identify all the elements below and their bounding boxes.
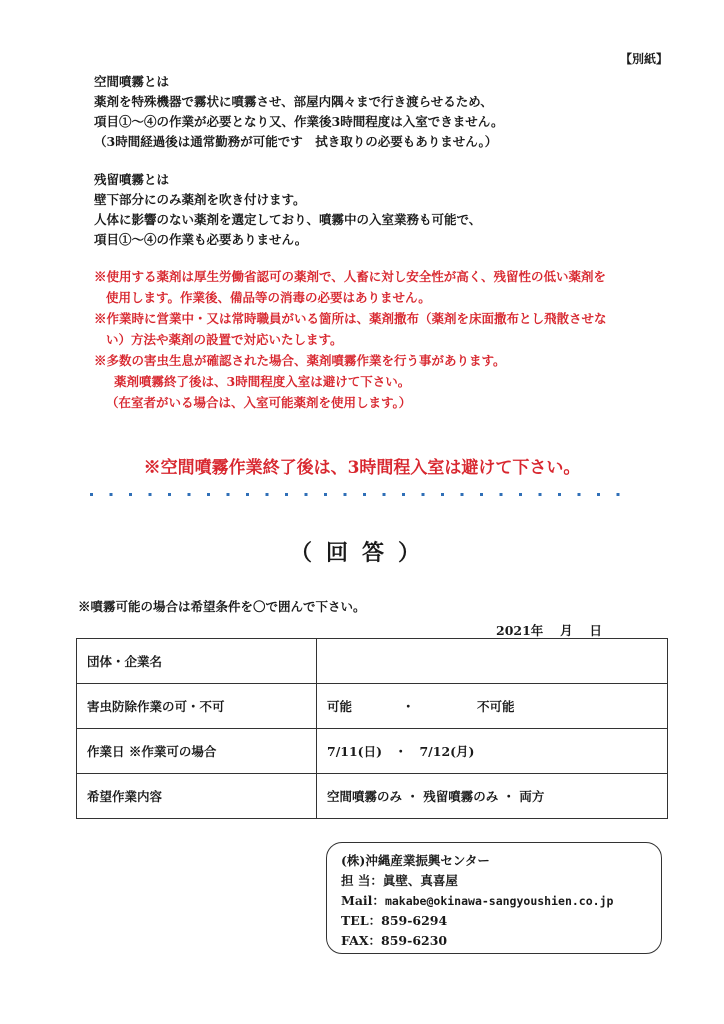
divider-dot [90,493,93,496]
red-notes [94,266,607,413]
form-label: 害虫防除作業の可・不可 [77,684,317,729]
divider-dot [500,493,503,496]
red-note-line: ※多数の害虫生息が確認された場合、薬剤噴霧作業を行う事があります。 [94,353,506,368]
contact-mail-label: Mail： [341,893,385,908]
divider-dot [519,493,522,496]
contact-mail-row [341,891,647,911]
form-row [77,774,668,819]
divider-dot [363,493,366,496]
warning-banner: ※空間噴霧作業終了後は、3時間程入室は避けて下さい。 [143,458,581,478]
contact-mail-link[interactable]: makabe@okinawa-sangyoushien.co.jp [384,894,614,908]
residual-spray-line: 人体に影響のない薬剤を選定しており、噴霧中の入室業務も可能で、 [94,212,482,227]
divider-dot [188,493,191,496]
form-row [77,684,668,729]
contact-org: (株)沖縄産業振興センター [341,853,490,868]
contact-tel: TEL：859-6294 [341,913,448,928]
space-spray-section [94,72,503,152]
form-row [77,639,668,684]
divider-dot [129,493,132,496]
response-form [76,638,668,819]
space-spray-line: 薬剤を特殊機器で霧状に噴霧させ、部屋内隅々まで行き渡らせるため、 [94,94,493,109]
red-note-line: ※作業時に営業中・又は常時職員がいる箇所は、薬剤撒布（薬剤を床面撒布とし飛散させな [94,311,607,326]
dotted-divider [88,486,640,500]
residual-spray-section [94,170,481,250]
divider-dot [480,493,483,496]
attachment-label: 【別紙】 [619,52,668,66]
divider-dot [305,493,308,496]
residual-spray-title: 残留噴霧とは [94,172,170,187]
divider-dot [110,493,113,496]
contact-person: 担 当：眞壁、真喜屋 [341,873,458,888]
work-date-options[interactable]: 7/11(日) ・ 7/12(月) [317,729,668,774]
red-note-line: 薬剤噴霧終了後は、3時間程度入室は避けて下さい。 [114,374,411,389]
space-spray-line: （3時間経過後は通常勤務が可能です 拭き取りの必要もありません。） [94,134,498,149]
divider-dot [149,493,152,496]
contact-box [326,842,662,954]
form-label: 希望作業内容 [77,774,317,819]
red-note-line: ※使用する薬剤は厚生労働省認可の薬剤で、人畜に対し安全性が高く、残留性の低い薬剤を [94,269,607,284]
availability-options[interactable]: 可能 ・ 不可能 [317,684,668,729]
divider-dot [402,493,405,496]
answer-title: （回答） [289,540,434,566]
divider-dot [168,493,171,496]
residual-spray-line: 項目①～④の作業も必要ありません。 [94,232,308,247]
space-spray-line: 項目①～④の作業が必要となり又、作業後3時間程度は入室できません。 [94,114,504,129]
red-note-line: （在室者がいる場合は、入室可能薬剤を使用します。） [106,395,412,410]
divider-dot [617,493,620,496]
form-label: 団体・企業名 [77,639,317,684]
divider-dot [285,493,288,496]
divider-dot [324,493,327,496]
organization-name-field[interactable] [317,639,668,684]
red-note-line: 使用します。作業後、備品等の消毒の必要はありません。 [106,290,431,305]
divider-dot [383,493,386,496]
divider-dot [227,493,230,496]
divider-dot [539,493,542,496]
residual-spray-line: 壁下部分にのみ薬剤を吹き付けます。 [94,192,306,207]
divider-dot [246,493,249,496]
divider-dot [441,493,444,496]
divider-dot [266,493,269,496]
answer-instruction: ※噴霧可能の場合は希望条件を〇で囲んで下さい。 [78,599,366,614]
work-type-options[interactable]: 空間噴霧のみ ・ 残留噴霧のみ ・ 両方 [317,774,668,819]
divider-dot [558,493,561,496]
divider-dot [461,493,464,496]
divider-dot [578,493,581,496]
date-field[interactable]: 2021年 月 日 [496,623,602,638]
divider-dot [344,493,347,496]
divider-dot [207,493,210,496]
form-label: 作業日 ※作業可の場合 [77,729,317,774]
contact-fax: FAX：859-6230 [341,933,448,948]
divider-dot [597,493,600,496]
red-note-line: い）方法や薬剤の設置で対応いたします。 [106,332,343,347]
divider-dot [422,493,425,496]
space-spray-title: 空間噴霧とは [94,74,170,89]
form-row [77,729,668,774]
